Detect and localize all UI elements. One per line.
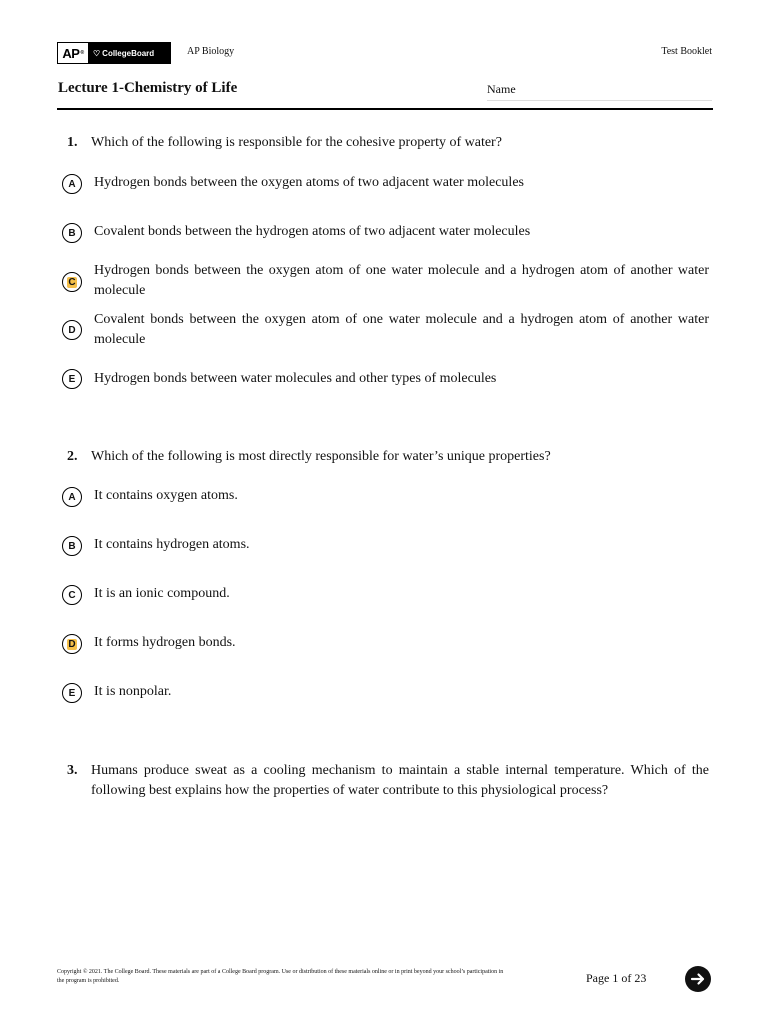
question-3-number: 3. <box>67 763 78 778</box>
q2-option-b-text: It contains hydrogen atoms. <box>94 537 250 552</box>
ap-college-board-logo <box>57 42 171 64</box>
ap-logo: AP ® <box>58 43 88 63</box>
question-3-text: Humans produce sweat as a cooling mechanism to maintain a stable internal temperature. Which of the following best explains how the properties of water contribute to this physiological process? <box>91 763 709 798</box>
q2-option-b-bubble[interactable] <box>62 536 82 556</box>
ap-logo-text: AP <box>62 45 80 61</box>
option-letter: D <box>68 324 76 336</box>
option-letter-highlighted: C <box>68 276 76 288</box>
q2-option-e-text: It is nonpolar. <box>94 684 172 699</box>
subject-label: AP Biology <box>187 46 235 57</box>
q1-option-a-bubble[interactable] <box>62 174 82 194</box>
q1-option-b-text: Covalent bonds between the hydrogen atoms of two adjacent water molecules <box>94 224 531 239</box>
copyright-notice: Copyright © 2021. The College Board. These materials are part of a College Board program. Use or distribution of these materials online or in print beyond your school’s participation in the program is prohibited. <box>57 969 504 984</box>
option-letter: C <box>68 589 76 601</box>
option-letter: E <box>68 373 76 385</box>
name-input-line[interactable] <box>487 100 712 101</box>
q2-option-c-text: It is an ionic compound. <box>94 586 230 601</box>
q1-option-e-bubble[interactable] <box>62 369 82 389</box>
question-1-text: Which of the following is responsible for the cohesive property of water? <box>91 135 502 150</box>
option-letter: B <box>68 227 76 239</box>
header-divider <box>57 108 713 110</box>
q2-option-a-text: It contains oxygen atoms. <box>94 488 238 503</box>
q1-option-c-text: Hydrogen bonds between the oxygen atom of one water molecule and a hydrogen atom of another water molecule <box>94 263 709 298</box>
question-2-text: Which of the following is most directly responsible for water’s unique properties? <box>91 449 551 464</box>
q2-option-d-bubble-selected[interactable] <box>62 634 82 654</box>
q1-option-d-bubble[interactable] <box>62 320 82 340</box>
option-letter: E <box>68 687 76 699</box>
college-board-logo <box>88 43 170 63</box>
question-1-number: 1. <box>67 135 78 150</box>
q1-option-b-bubble[interactable] <box>62 223 82 243</box>
page-title: Lecture 1-Chemistry of Life <box>58 80 238 96</box>
acorn-icon: ♡ <box>93 48 101 58</box>
question-2-number: 2. <box>67 449 78 464</box>
page-number: Page 1 of 23 <box>586 971 647 985</box>
q2-option-c-bubble[interactable] <box>62 585 82 605</box>
q2-option-e-bubble[interactable] <box>62 683 82 703</box>
q1-option-e-text: Hydrogen bonds between water molecules and other types of molecules <box>94 371 497 386</box>
booklet-label: Test Booklet <box>661 46 712 57</box>
q1-option-a-text: Hydrogen bonds between the oxygen atoms of two adjacent water molecules <box>94 175 524 190</box>
college-board-logo-text: CollegeBoard <box>102 48 155 58</box>
q1-option-c-bubble-selected[interactable] <box>62 272 82 292</box>
option-letter-highlighted: D <box>68 638 76 650</box>
option-letter: A <box>68 178 76 190</box>
q1-option-d-text: Covalent bonds between the oxygen atom of one water molecule and a hydrogen atom of another water molecule <box>94 312 709 347</box>
option-letter: B <box>68 540 76 552</box>
option-letter: A <box>68 491 76 503</box>
name-label: Name <box>487 82 516 96</box>
next-page-button[interactable] <box>685 966 711 992</box>
q2-option-a-bubble[interactable] <box>62 487 82 507</box>
q2-option-d-text: It forms hydrogen bonds. <box>94 635 236 650</box>
arrow-right-icon <box>690 971 706 987</box>
